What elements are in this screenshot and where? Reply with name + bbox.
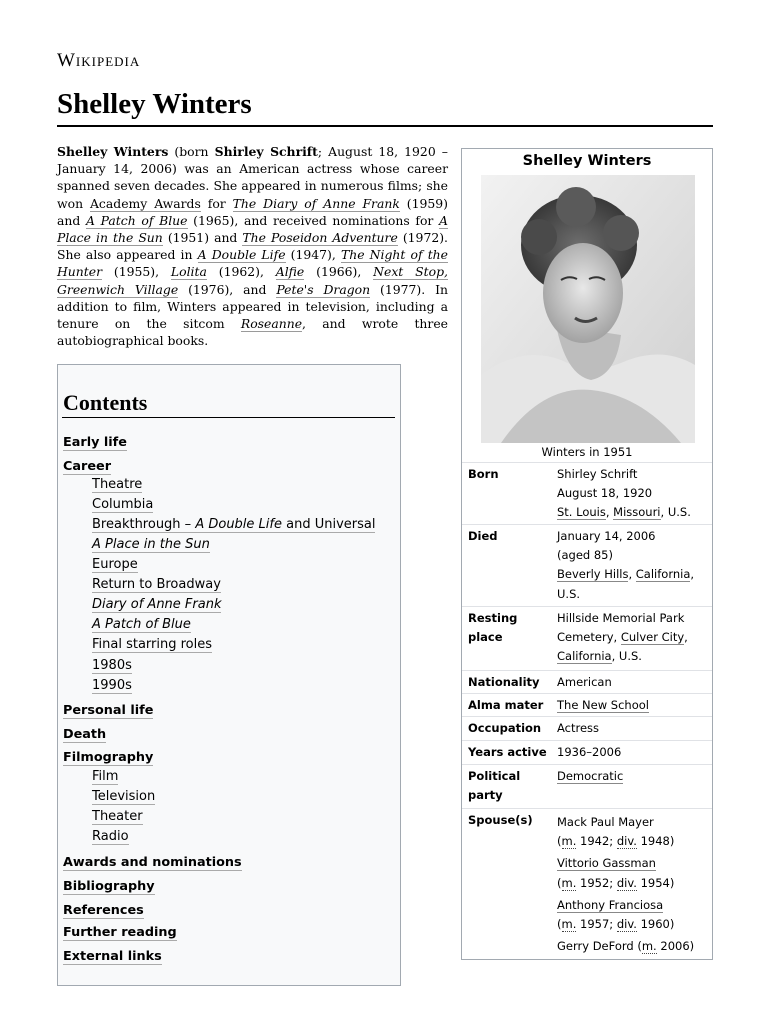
toc-item[interactable]: Personal life <box>63 703 154 718</box>
toc-item[interactable]: A Patch of Blue <box>92 617 191 632</box>
link-roseanne[interactable]: Roseanne <box>240 316 303 332</box>
link-california-2[interactable]: California <box>557 649 612 664</box>
table-of-contents <box>57 364 401 986</box>
page-title: Shelley Winters <box>57 88 252 120</box>
toc-item[interactable]: Filmography <box>63 750 154 765</box>
toc-item[interactable]: Bibliography <box>63 879 155 894</box>
spouses-value <box>557 813 709 956</box>
spouse-entry: Vittorio Gassman (m. 1952; div. 1954) <box>557 856 675 890</box>
toc-item[interactable]: Radio <box>92 829 129 844</box>
link-petes-dragon[interactable]: Pete's Dragon <box>276 281 371 297</box>
photo-caption: Winters in 1951 <box>541 445 633 459</box>
political-party-label: Political party <box>468 769 521 802</box>
toc-item[interactable]: 1980s <box>92 658 132 673</box>
wikipedia-logo[interactable]: Wikipedia <box>57 50 141 71</box>
link-lolita[interactable]: Lolita <box>170 264 207 280</box>
link-california[interactable]: California <box>635 567 691 582</box>
born-value: Shirley Schrift August 18, 1920 St. Louis, Missouri, U.S. <box>557 467 691 520</box>
divorced-abbr[interactable]: div. <box>616 875 637 890</box>
political-party-value <box>557 767 709 786</box>
married-abbr[interactable]: m. <box>561 875 577 890</box>
infobox-row-occupation <box>462 716 712 741</box>
died-label: Died <box>468 529 498 543</box>
link-diary-of-anne-frank[interactable]: The Diary of Anne Frank <box>232 195 400 211</box>
divorced-abbr[interactable]: div. <box>616 834 637 849</box>
link-anthony-franciosa[interactable]: Anthony Franciosa <box>557 897 664 912</box>
infobox-row-alma-mater <box>462 693 712 717</box>
toc-item[interactable]: Final starring roles <box>92 637 213 652</box>
link-missouri[interactable]: Missouri <box>613 505 661 520</box>
toc-item[interactable]: Film <box>92 769 119 784</box>
toc-item[interactable]: 1990s <box>92 678 132 693</box>
spouses-label: Spouse(s) <box>468 813 533 827</box>
died-value: January 14, 2006 (aged 85) Beverly Hills, California, U.S. <box>557 529 695 601</box>
toc-item[interactable]: A Place in the Sun <box>92 537 210 552</box>
infobox-row-political-party <box>462 764 712 809</box>
married-abbr[interactable]: m. <box>561 917 577 932</box>
toc-item[interactable]: Theatre <box>92 477 143 492</box>
infobox-row-died <box>462 524 712 607</box>
married-abbr[interactable]: m. <box>561 834 577 849</box>
nationality-value: American <box>557 675 612 689</box>
nationality-label: Nationality <box>468 675 540 689</box>
infobox-row-resting-place <box>462 606 712 671</box>
infobox <box>461 148 713 960</box>
alma-mater-value <box>557 696 709 715</box>
toc-item[interactable]: Breakthrough – A Double Life and Universal <box>92 517 376 532</box>
born-label: Born <box>468 467 499 481</box>
link-academy-awards[interactable]: Academy Awards <box>89 195 201 211</box>
infobox-row-years-active <box>462 740 712 765</box>
toc-item[interactable]: Return to Broadway <box>92 577 221 592</box>
link-a-place-in-the-sun[interactable]: A Place in the Sun <box>57 212 448 246</box>
years-active-label: Years active <box>468 745 547 759</box>
resting-place-label: Resting place <box>468 611 518 644</box>
toc-item[interactable]: Career <box>63 459 112 474</box>
link-a-double-life[interactable]: A Double Life <box>197 247 286 263</box>
infobox-row-born <box>462 462 712 525</box>
toc-item[interactable]: References <box>63 903 144 918</box>
toc-item[interactable]: Awards and nominations <box>63 855 242 870</box>
link-st-louis[interactable]: St. Louis <box>557 505 606 520</box>
toc-item[interactable]: External links <box>63 949 162 964</box>
link-alfie[interactable]: Alfie <box>275 264 305 280</box>
occupation-label: Occupation <box>468 721 542 735</box>
toc-item[interactable]: Diary of Anne Frank <box>92 597 222 612</box>
portrait-photo[interactable] <box>481 175 695 443</box>
resting-place-value: Hillside Memorial Park Cemetery, Culver City, California, U.S. <box>557 611 688 664</box>
toc-item[interactable]: Europe <box>92 557 138 572</box>
married-abbr[interactable]: m. <box>641 939 657 954</box>
years-active-value: 1936–2006 <box>557 745 622 759</box>
link-poseidon-adventure[interactable]: The Poseidon Adventure <box>242 230 398 246</box>
link-democratic[interactable]: Democratic <box>557 769 624 783</box>
link-new-school[interactable]: The New School <box>557 698 649 712</box>
toc-item[interactable]: Television <box>92 789 156 804</box>
divorced-abbr[interactable]: div. <box>616 917 637 932</box>
infobox-row-spouses <box>462 808 712 959</box>
link-next-stop-greenwich-village[interactable]: Next Stop, Greenwich Village <box>57 264 448 297</box>
toc-item[interactable]: Columbia <box>92 497 154 512</box>
toc-item[interactable]: Death <box>63 727 107 742</box>
infobox-row-nationality <box>462 670 712 694</box>
spouse-entry: Anthony Franciosa (m. 1957; div. 1960) <box>557 897 675 932</box>
infobox-title: Shelley Winters <box>522 153 652 169</box>
toc-divider <box>62 417 395 418</box>
toc-item[interactable]: Early life <box>63 435 127 450</box>
link-night-of-the-hunter[interactable]: The Night of the Hunter <box>57 247 448 280</box>
alma-mater-label: Alma mater <box>468 698 544 712</box>
occupation-value: Actress <box>557 721 600 735</box>
link-a-patch-of-blue[interactable]: A Patch of Blue <box>86 212 188 228</box>
intro-paragraph: Shelley Winters (born Shirley Schrift; August 18, 1920 – January 14, 2006) was an American actress whose career spanned seven decades. She appeared in numerous films; she won Academy Awards for The Diary of Anne Frank (1959) and A Patch of Blue (1965), and received nominations for A Place in the Sun (1951) and The Poseidon Adventure (1972). She also appeared in A Double Life (1947), The Night of the Hunter (1955), Lolita (1962), Alfie (1966), Next Stop, Greenwich Village (1976), and Pete's Dragon (1977). In addition to film, Winters appeared in television, including a tenure on the sitcom Roseanne, and wrote three autobiographical books. <box>57 144 449 349</box>
title-divider <box>57 125 713 127</box>
toc-item[interactable]: Theater <box>92 809 143 824</box>
toc-title: Contents <box>63 390 148 415</box>
link-vittorio-gassman[interactable]: Vittorio Gassman <box>557 856 656 871</box>
spouse-entry: Gerry DeFord (m. 2006) <box>557 939 695 954</box>
link-culver-city[interactable]: Culver City <box>620 630 685 645</box>
spouse-entry: Mack Paul Mayer (m. 1942; div. 1948) <box>557 815 675 849</box>
toc-item[interactable]: Further reading <box>63 925 177 940</box>
link-beverly-hills[interactable]: Beverly Hills <box>557 567 629 582</box>
